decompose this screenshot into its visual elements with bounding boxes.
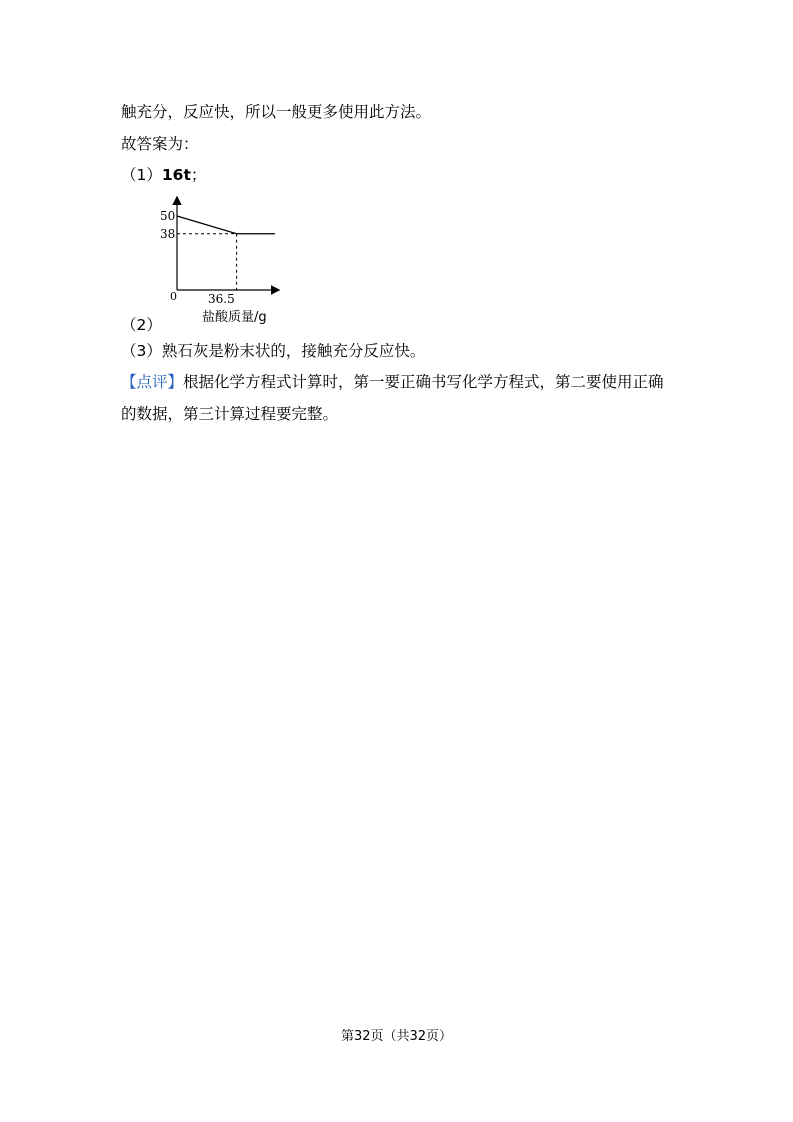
x-axis-label: 盐酸质量/g xyxy=(202,310,267,325)
answer-1-suffix: ； xyxy=(190,166,207,184)
answer-2-prefix: （2） xyxy=(121,316,162,334)
answer-1-prefix: （1） xyxy=(121,166,162,184)
y-tick-label-50: 50 xyxy=(160,209,176,223)
y-tick-label-38: 38 xyxy=(160,226,176,241)
answer-intro: 故答案为： xyxy=(121,135,199,153)
comment-tag: 【点评】 xyxy=(121,373,184,391)
answer-1-value: 16t xyxy=(161,166,191,184)
answer-3: （3）熟石灰是粉末状的，接触充分反应快。 xyxy=(121,342,426,360)
comment-text: 根据化学方程式计算时，第一要正确书写化学方程式，第二要使用正确 xyxy=(183,373,664,391)
chart xyxy=(160,196,290,336)
answer-1 xyxy=(121,164,206,186)
page-footer: 第32页（共32页） xyxy=(340,1029,453,1044)
x-tick-label-36-5: 36.5 xyxy=(208,292,235,306)
series-line xyxy=(177,216,275,234)
paragraph-line-1: 触充分，反应快，所以一般更多使用此方法。 xyxy=(121,103,432,121)
comment-line-1 xyxy=(121,371,664,393)
comment-line-2: 的数据，第三计算过程要完整。 xyxy=(121,405,339,423)
origin-label: 0 xyxy=(170,290,177,303)
